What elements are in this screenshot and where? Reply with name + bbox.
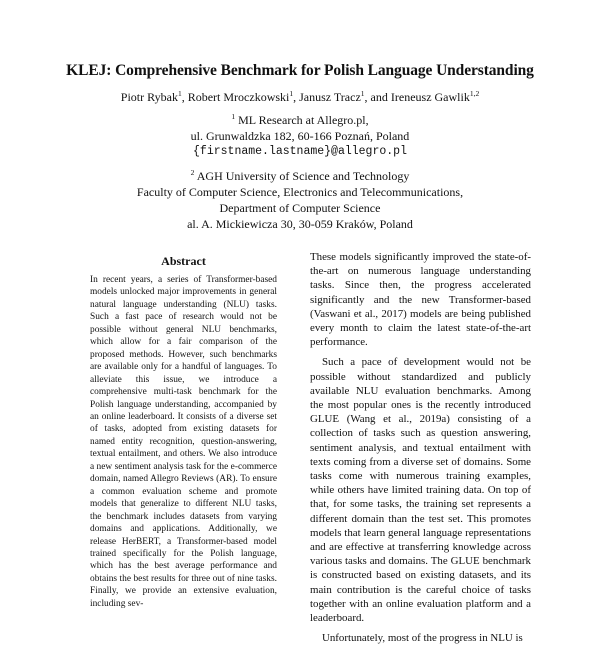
author-affil-mark: 1 [360, 89, 365, 98]
affiliation-line: al. A. Mickiewicza 30, 30-059 Kraków, Poland [187, 217, 413, 231]
author-affil-mark: 1,2 [469, 89, 480, 98]
affiliation-line: ul. Grunwaldzka 182, 60-166 Poznań, Poland [190, 129, 410, 143]
intro-paragraph: Such a pace of development would not be possible without standardized and publicly available NLU evaluation benchmarks. Among the most popular ones is the recently introduced GLUE (Wang et al., 2019a) consisting of a collection of tasks such as question answering, sentiment analysis, and textual entailment with texts coming from a diverse set of domains. Some tasks come with numerous training examples, while others have limited training data. On top of that, for some tasks, the training set represents a different domain than the test set. This promotes models that learn general language representations and are effective at transferring knowledge across various tasks and domains. The GLUE benchmark is constructed based on existing datasets, and its main contribution is the careful choice of tasks together with an online evaluation platform and a leaderboard. [310, 356, 531, 625]
affiliation-text: ML Research at Allegro.pl, [238, 113, 369, 127]
affil-mark: 2 [190, 168, 195, 177]
author-name: Piotr Rybak [120, 90, 178, 104]
author-affil-mark: 1 [289, 89, 294, 98]
affiliation-line [0, 168, 600, 184]
affiliation-text: AGH University of Science and Technology [196, 169, 410, 183]
affiliation-1 [0, 112, 600, 160]
affiliation-2 [0, 168, 600, 232]
author-affil-mark: 1 [177, 89, 182, 98]
intro-column [310, 250, 531, 651]
author-separator: , [181, 90, 188, 104]
author-list [0, 90, 600, 105]
paper-title: KLEJ: Comprehensive Benchmark for Polish Language Understanding [66, 62, 534, 79]
author-separator: , and [364, 90, 391, 104]
affil-mark: 1 [231, 112, 236, 121]
intro-paragraph: These models significantly improved the state-of-the-art on numerous language understanding tasks. Since then, the progress accelerated significantly and the new Transformer-based (Vaswani et al., 2017) models are being published every month to claim the latest state-of-the-art performance. [310, 251, 531, 349]
author-name: Janusz Tracz [299, 90, 361, 104]
author-separator: , [293, 90, 300, 104]
author-name: Robert Mroczkowski [187, 90, 290, 104]
author-name: Ireneusz Gawlik [390, 90, 470, 104]
abstract-heading: Abstract [161, 254, 206, 268]
affiliation-line: Department of Computer Science [219, 201, 381, 215]
affiliation-line: Faculty of Computer Science, Electronics and Telecommunications, [136, 185, 464, 199]
intro-paragraph: Unfortunately, most of the progress in NLU is [322, 632, 523, 645]
author-email: {firstname.lastname}@allegro.pl [193, 145, 407, 158]
affiliation-line [0, 112, 600, 128]
abstract-body: In recent years, a series of Transformer-based models unlocked major improvements in general natural language understanding (NLU) tasks. Such a fast pace of research would not be possible without general NLU benchmarks, which allow for a fair comparison of the proposed methods. However, such benchmarks are available only for a handful of languages. To alleviate this issue, we introduce a comprehensive multi-task benchmark for the Polish language understanding, accompanied by an online leaderboard. It consists of a diverse set of tasks, adopted from existing datasets for named entity recognition, question-answering, textual entailment, and others. We also introduce a new sentiment analysis task for the e-commerce domain, named Allegro Reviews (AR). To ensure a common evaluation scheme and promote models that generalize to different NLU tasks, the benchmark includes datasets from varying domains and applications. Additionally, we release HerBERT, a Transformer-based model trained specifically for the Polish language, which has the best average performance and obtains the best results for three out of nine tasks. Finally, we provide an extensive evaluation, including sev- [90, 275, 277, 609]
